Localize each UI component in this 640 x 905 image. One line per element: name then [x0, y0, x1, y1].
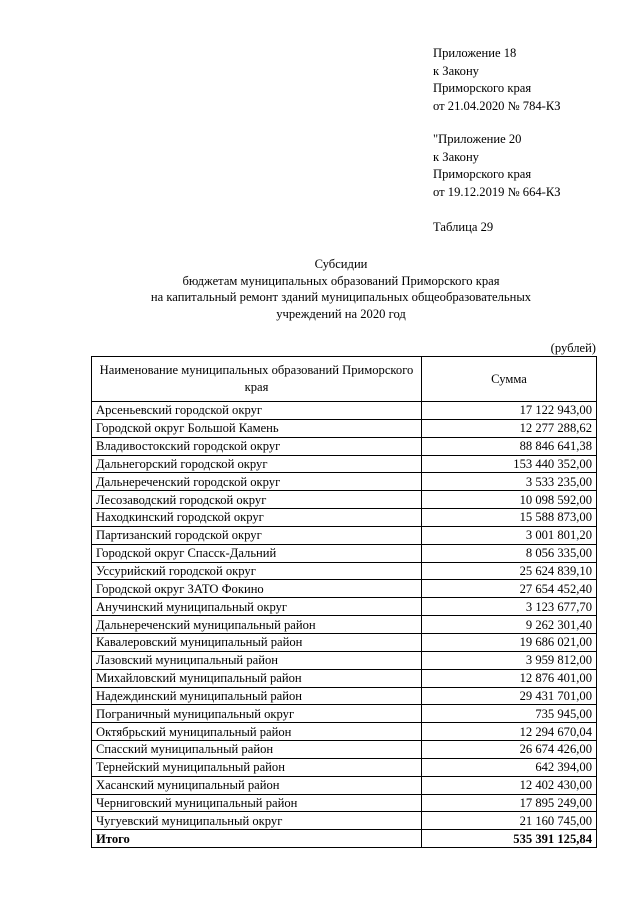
table-row — [92, 455, 597, 473]
table-row — [92, 794, 597, 812]
municipality-name: Спасский муниципальный район — [92, 741, 422, 759]
subsidy-amount: 3 001 801,20 — [422, 526, 597, 544]
municipality-name: Хасанский муниципальный район — [92, 776, 422, 794]
unit-label: (рублей) — [550, 341, 596, 355]
subsidy-amount: 17 895 249,00 — [422, 794, 597, 812]
municipality-name: Арсеньевский городской округ — [92, 402, 422, 420]
total-row — [92, 830, 597, 848]
subsidy-amount: 3 533 235,00 — [422, 473, 597, 491]
table-row — [92, 544, 597, 562]
table-row — [92, 509, 597, 527]
appendix-20-line: "Приложение 20 — [433, 132, 522, 146]
municipality-name: Пограничный муниципальный округ — [92, 705, 422, 723]
municipality-name: Октябрьский муниципальный район — [92, 723, 422, 741]
municipality-name: Тернейский муниципальный район — [92, 758, 422, 776]
table-row — [92, 402, 597, 420]
municipality-name: Дальнереченский городской округ — [92, 473, 422, 491]
table-row — [92, 491, 597, 509]
subsidy-amount: 3 959 812,00 — [422, 651, 597, 669]
document-title — [0, 256, 640, 322]
subsidy-amount: 3 123 677,70 — [422, 598, 597, 616]
subsidy-amount: 29 431 701,00 — [422, 687, 597, 705]
municipality-name: Городской округ ЗАТО Фокино — [92, 580, 422, 598]
table-row — [92, 741, 597, 759]
municipality-name: Городской округ Спасск-Дальний — [92, 544, 422, 562]
total-amount: 535 391 125,84 — [422, 830, 597, 848]
column-header-amount: Сумма — [422, 357, 597, 402]
subsidy-amount: 153 440 352,00 — [422, 455, 597, 473]
table-row — [92, 562, 597, 580]
table-row — [92, 526, 597, 544]
table-row — [92, 669, 597, 687]
municipality-name: Городской округ Большой Камень — [92, 419, 422, 437]
subsidy-amount: 17 122 943,00 — [422, 402, 597, 420]
municipality-name: Владивостокский городской округ — [92, 437, 422, 455]
table-row — [92, 633, 597, 651]
subsidy-amount: 15 588 873,00 — [422, 509, 597, 527]
appendix-20-line: Приморского края — [433, 167, 532, 182]
appendix-20-line: от 19.12.2019 № 664-КЗ — [433, 185, 561, 200]
municipality-name: Анучинский муниципальный округ — [92, 598, 422, 616]
title-line: учреждений на 2020 год — [276, 306, 406, 321]
appendix-18-line: Приморского края — [433, 81, 532, 96]
subsidy-table — [91, 356, 597, 848]
table-row — [92, 723, 597, 741]
municipality-name: Дальнегорский городской округ — [92, 455, 422, 473]
subsidy-amount: 10 098 592,00 — [422, 491, 597, 509]
municipality-name: Черниговский муниципальный район — [92, 794, 422, 812]
municipality-name: Кавалеровский муниципальный район — [92, 633, 422, 651]
table-row — [92, 580, 597, 598]
subsidy-amount: 8 056 335,00 — [422, 544, 597, 562]
table-row — [92, 651, 597, 669]
table-row — [92, 473, 597, 491]
subsidy-amount: 26 674 426,00 — [422, 741, 597, 759]
municipality-name: Лазовский муниципальный район — [92, 651, 422, 669]
table-row — [92, 437, 597, 455]
subsidy-amount: 9 262 301,40 — [422, 616, 597, 634]
municipality-name: Лесозаводский городской округ — [92, 491, 422, 509]
column-header-name: Наименование муниципальных образований Приморского края — [92, 357, 422, 402]
municipality-name: Уссурийский городской округ — [92, 562, 422, 580]
subsidy-amount: 735 945,00 — [422, 705, 597, 723]
appendix-18-line: к Закону — [433, 63, 479, 78]
appendix-20-line: к Закону — [433, 149, 479, 164]
subsidy-amount: 12 277 288,62 — [422, 419, 597, 437]
table-number-label: Таблица 29 — [433, 220, 494, 234]
title-line: бюджетам муниципальных образований Приморского края — [182, 273, 500, 288]
subsidy-amount: 21 160 745,00 — [422, 812, 597, 830]
municipality-name: Находкинский городской округ — [92, 509, 422, 527]
municipality-name: Михайловский муниципальный район — [92, 669, 422, 687]
total-label: Итого — [92, 830, 422, 848]
table-row — [92, 419, 597, 437]
table-row — [92, 598, 597, 616]
municipality-name: Партизанский городской округ — [92, 526, 422, 544]
subsidy-amount: 88 846 641,38 — [422, 437, 597, 455]
title-line: на капитальный ремонт зданий муниципальных общеобразовательных — [150, 290, 532, 305]
table-row — [92, 812, 597, 830]
title-line: Субсидии — [314, 257, 368, 271]
subsidy-amount: 12 876 401,00 — [422, 669, 597, 687]
table-header-row — [92, 357, 597, 402]
subsidy-amount: 642 394,00 — [422, 758, 597, 776]
appendix-18-line: Приложение 18 — [433, 46, 517, 60]
subsidy-amount: 12 294 670,04 — [422, 723, 597, 741]
subsidy-amount: 19 686 021,00 — [422, 633, 597, 651]
subsidy-amount: 27 654 452,40 — [422, 580, 597, 598]
appendix-18-reference — [433, 45, 561, 116]
subsidy-amount: 12 402 430,00 — [422, 776, 597, 794]
appendix-18-line: от 21.04.2020 № 784-КЗ — [433, 99, 561, 114]
municipality-name: Дальнереченский муниципальный район — [92, 616, 422, 634]
table-row — [92, 705, 597, 723]
table-row — [92, 687, 597, 705]
municipality-name: Чугуевский муниципальный округ — [92, 812, 422, 830]
table-row — [92, 758, 597, 776]
subsidy-amount: 25 624 839,10 — [422, 562, 597, 580]
appendix-20-reference — [433, 131, 561, 202]
table-row — [92, 616, 597, 634]
table-row — [92, 776, 597, 794]
municipality-name: Надеждинский муниципальный район — [92, 687, 422, 705]
table-body — [92, 402, 597, 848]
